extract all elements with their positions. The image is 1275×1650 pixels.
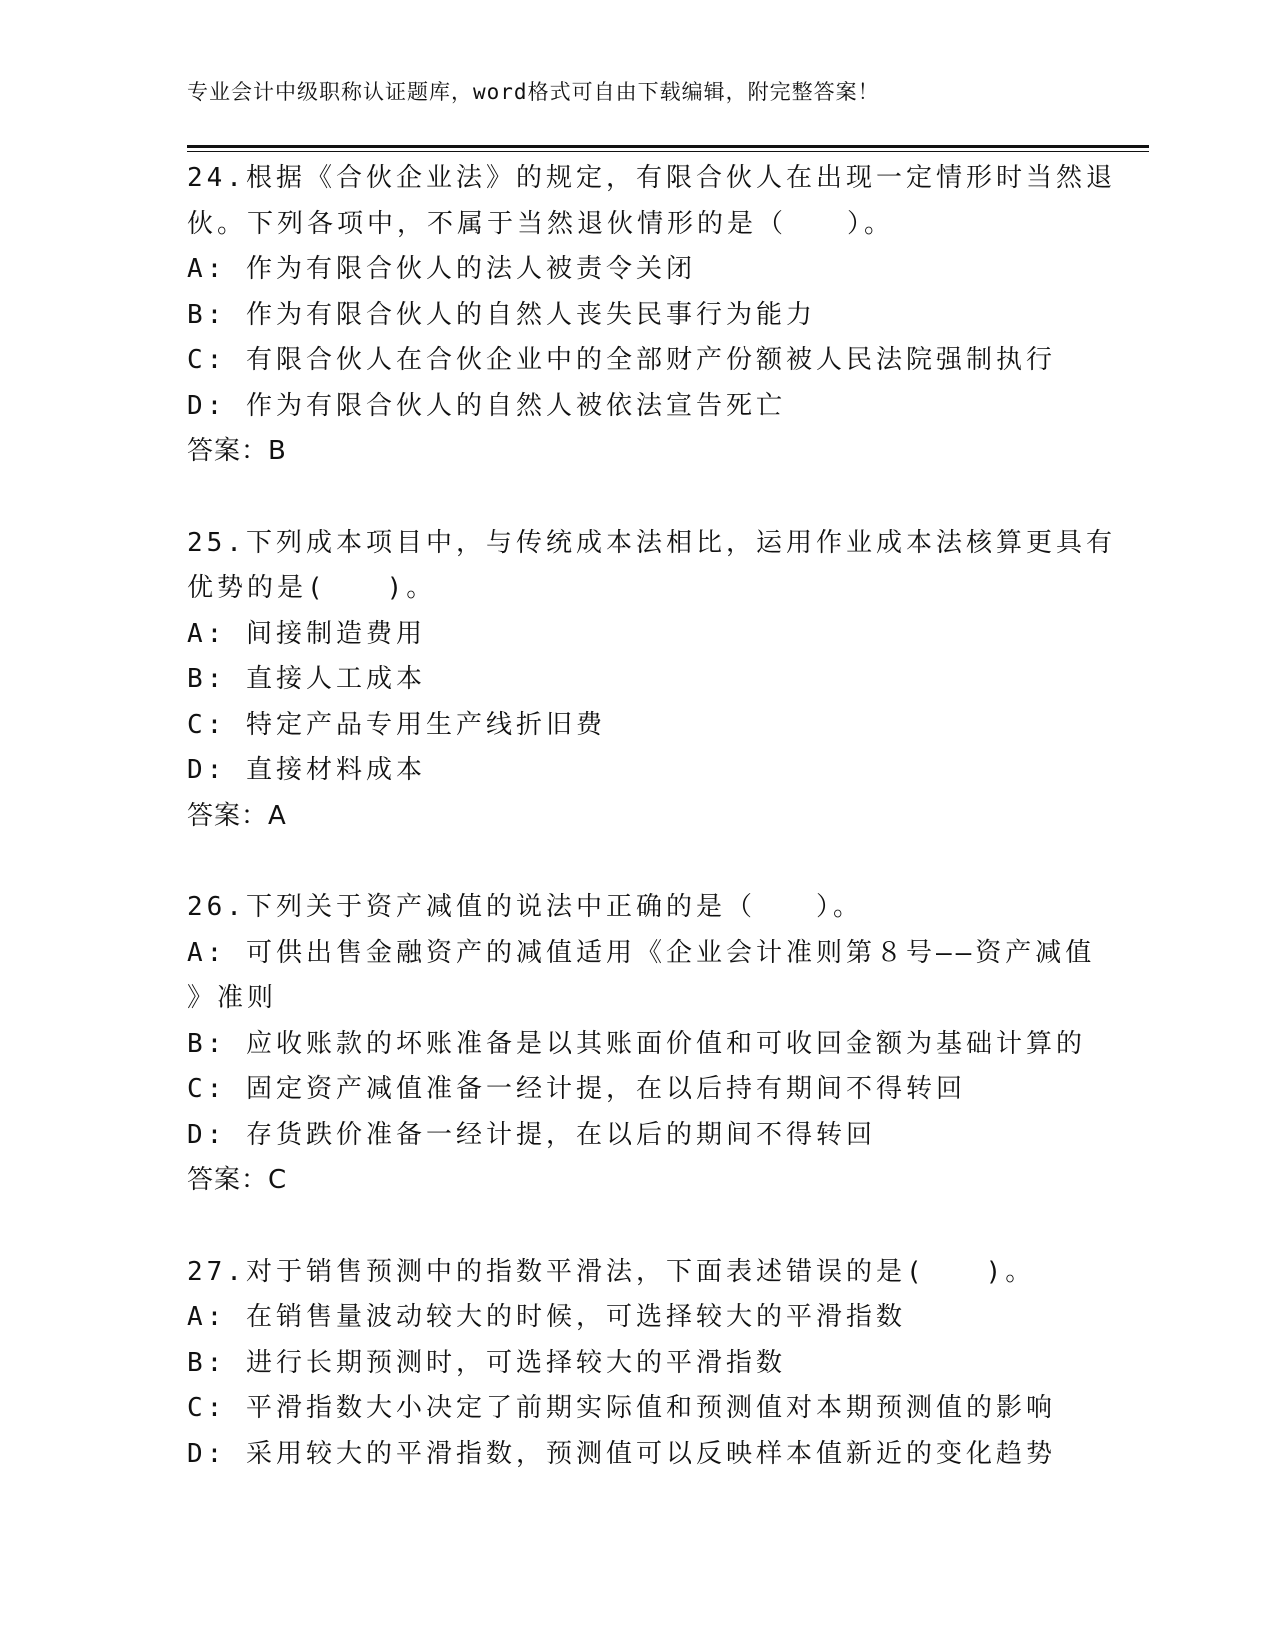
header-rule-thick xyxy=(187,145,1149,148)
option-d: D: 作为有限合伙人的自然人被依法宣告死亡 xyxy=(187,390,786,421)
answer-line: 答案：B xyxy=(187,436,287,466)
option-a: A: 在销售量波动较大的时候，可选择较大的平滑指数 xyxy=(187,1302,906,1332)
question-24 xyxy=(187,156,1116,475)
option-d: D: 存货跌价准备一经计提，在以后的期间不得转回 xyxy=(187,1119,876,1150)
option-b: B: 作为有限合伙人的自然人丧失民事行为能力 xyxy=(187,299,816,330)
question-stem-line: 26.下列关于资产减值的说法中正确的是（ ）。 xyxy=(187,892,863,922)
option-b: B: 应收账款的坏账准备是以其账面价值和可收回金额为基础计算的 xyxy=(187,1028,1086,1059)
option-b: B: 直接人工成本 xyxy=(187,664,426,694)
question-27 xyxy=(187,1250,1087,1478)
option-c: C: 有限合伙人在合伙企业中的全部财产份额被人民法院强制执行 xyxy=(187,345,1056,375)
page-header: 专业会计中级职称认证题库，word格式可自由下载编辑，附完整答案！ xyxy=(187,80,880,104)
question-stem-line: 27.对于销售预测中的指数平滑法，下面表述错误的是( )。 xyxy=(187,1256,1036,1287)
option-a: A: 作为有限合伙人的法人被责令关闭 xyxy=(187,254,696,284)
option-c: C: 特定产品专用生产线折旧费 xyxy=(187,709,606,740)
answer-line: 答案：C xyxy=(187,1165,288,1195)
question-stem-line: 25.下列成本项目中，与传统成本法相比，运用作业成本法核算更具有 xyxy=(187,527,1116,558)
option-c: C: 固定资产减值准备一经计提，在以后持有期间不得转回 xyxy=(187,1074,966,1104)
question-list xyxy=(187,156,1116,1523)
option-d: D: 直接材料成本 xyxy=(187,755,426,785)
question-25 xyxy=(187,521,1116,840)
option-a: A: 间接制造费用 xyxy=(187,618,426,649)
question-stem-line: 优势的是( )。 xyxy=(187,573,437,603)
question-26 xyxy=(187,885,1096,1204)
question-stem-line: 伙。下列各项中，不属于当然退伙情形的是（ ）。 xyxy=(187,208,895,239)
answer-line: 答案：A xyxy=(187,800,287,831)
option-a: A: 可供出售金融资产的减值适用《企业会计准则第８号——资产减值 xyxy=(187,937,1096,968)
option-d: D: 采用较大的平滑指数，预测值可以反映样本值新近的变化趋势 xyxy=(187,1438,1056,1469)
option-c: C: 平滑指数大小决定了前期实际值和预测值对本期预测值的影响 xyxy=(187,1393,1056,1423)
option-a-continued: 》准则 xyxy=(187,983,278,1013)
question-stem-line: 24.根据《合伙企业法》的规定，有限合伙人在出现一定情形时当然退 xyxy=(187,163,1116,193)
header-rule-thin xyxy=(187,151,1149,152)
option-b: B: 进行长期预测时，可选择较大的平滑指数 xyxy=(187,1347,786,1378)
